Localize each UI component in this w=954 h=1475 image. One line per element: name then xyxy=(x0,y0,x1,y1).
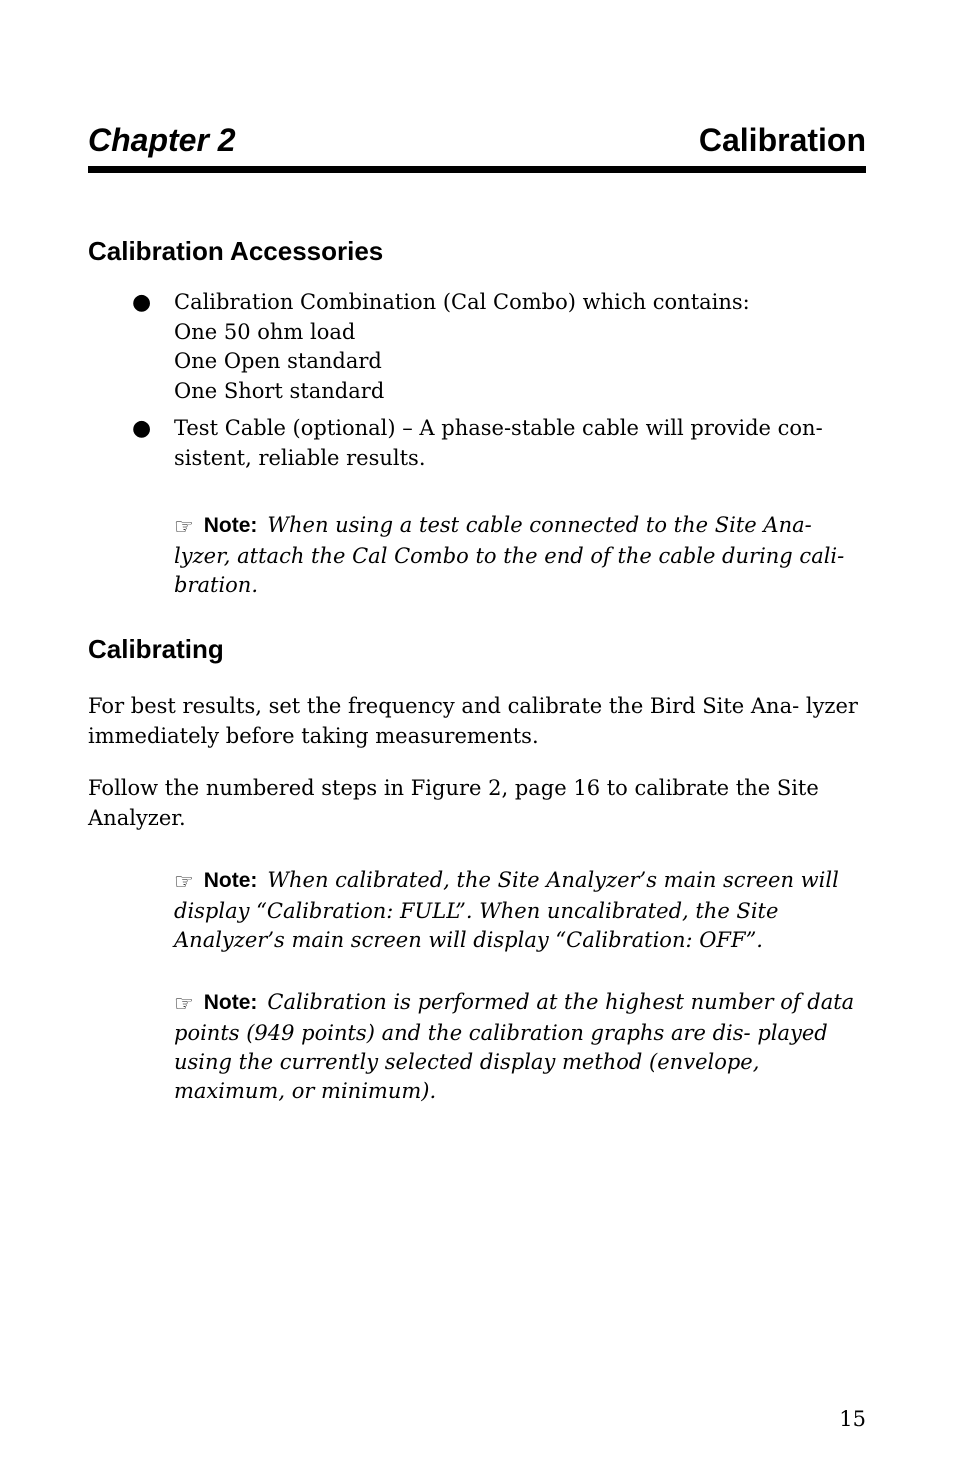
list-item-line: One Short standard xyxy=(174,378,385,403)
note-data-points xyxy=(174,988,866,1106)
pointing-hand-icon: ☞ xyxy=(174,515,194,540)
note-test-cable xyxy=(174,511,866,600)
accessories-list xyxy=(88,288,866,473)
chapter-title: Calibration xyxy=(698,122,866,158)
list-item-line: One 50 ohm load xyxy=(174,319,356,344)
page-number: 15 xyxy=(839,1407,866,1431)
chapter-header xyxy=(88,118,866,173)
note-label: Note: xyxy=(203,991,258,1014)
note-label: Note: xyxy=(203,514,258,537)
list-item-line: sistent, reliable results. xyxy=(174,445,426,470)
note-text: When using a test cable connected to the Site Ana- lyzer, attach the Cal Combo to the end of the cable during cali- bration. xyxy=(174,513,845,597)
document-page xyxy=(88,0,866,1475)
note-label: Note: xyxy=(203,869,258,892)
list-item-line: Calibration Combination (Cal Combo) which contains: xyxy=(174,290,750,314)
note-calibration-status xyxy=(174,866,866,955)
list-item xyxy=(88,414,866,473)
chapter-label: Chapter 2 xyxy=(88,122,236,158)
paragraph-follow-steps: Follow the numbered steps in Figure 2, page 16 to calibrate the Site Analyzer. xyxy=(88,776,819,830)
paragraph-best-results: For best results, set the frequency and calibrate the Bird Site Ana- lyzer immediately before taking measurements. xyxy=(88,694,858,748)
pointing-hand-icon: ☞ xyxy=(174,870,194,895)
list-item-line: One Open standard xyxy=(174,349,382,373)
bullet-icon: ● xyxy=(132,290,152,315)
note-text: When calibrated, the Site Analyzer’s main screen will display “Calibration: FULL”. When uncalibrated, the Site Analyzer’s main screen will display “Calibration: OFF”. xyxy=(174,868,839,952)
bullet-icon: ● xyxy=(132,416,152,441)
section-heading-calibrating: Calibrating xyxy=(88,634,224,664)
pointing-hand-icon: ☞ xyxy=(174,992,194,1017)
note-text: Calibration is performed at the highest number of data points (949 points) and the calibration graphs are dis- played using the currently selected display method (envelope, maximum, or minimum). xyxy=(174,990,855,1103)
list-item xyxy=(88,288,866,406)
section-heading-accessories: Calibration Accessories xyxy=(88,236,384,266)
list-item-line: Test Cable (optional) – A phase-stable cable will provide con- xyxy=(174,416,823,440)
